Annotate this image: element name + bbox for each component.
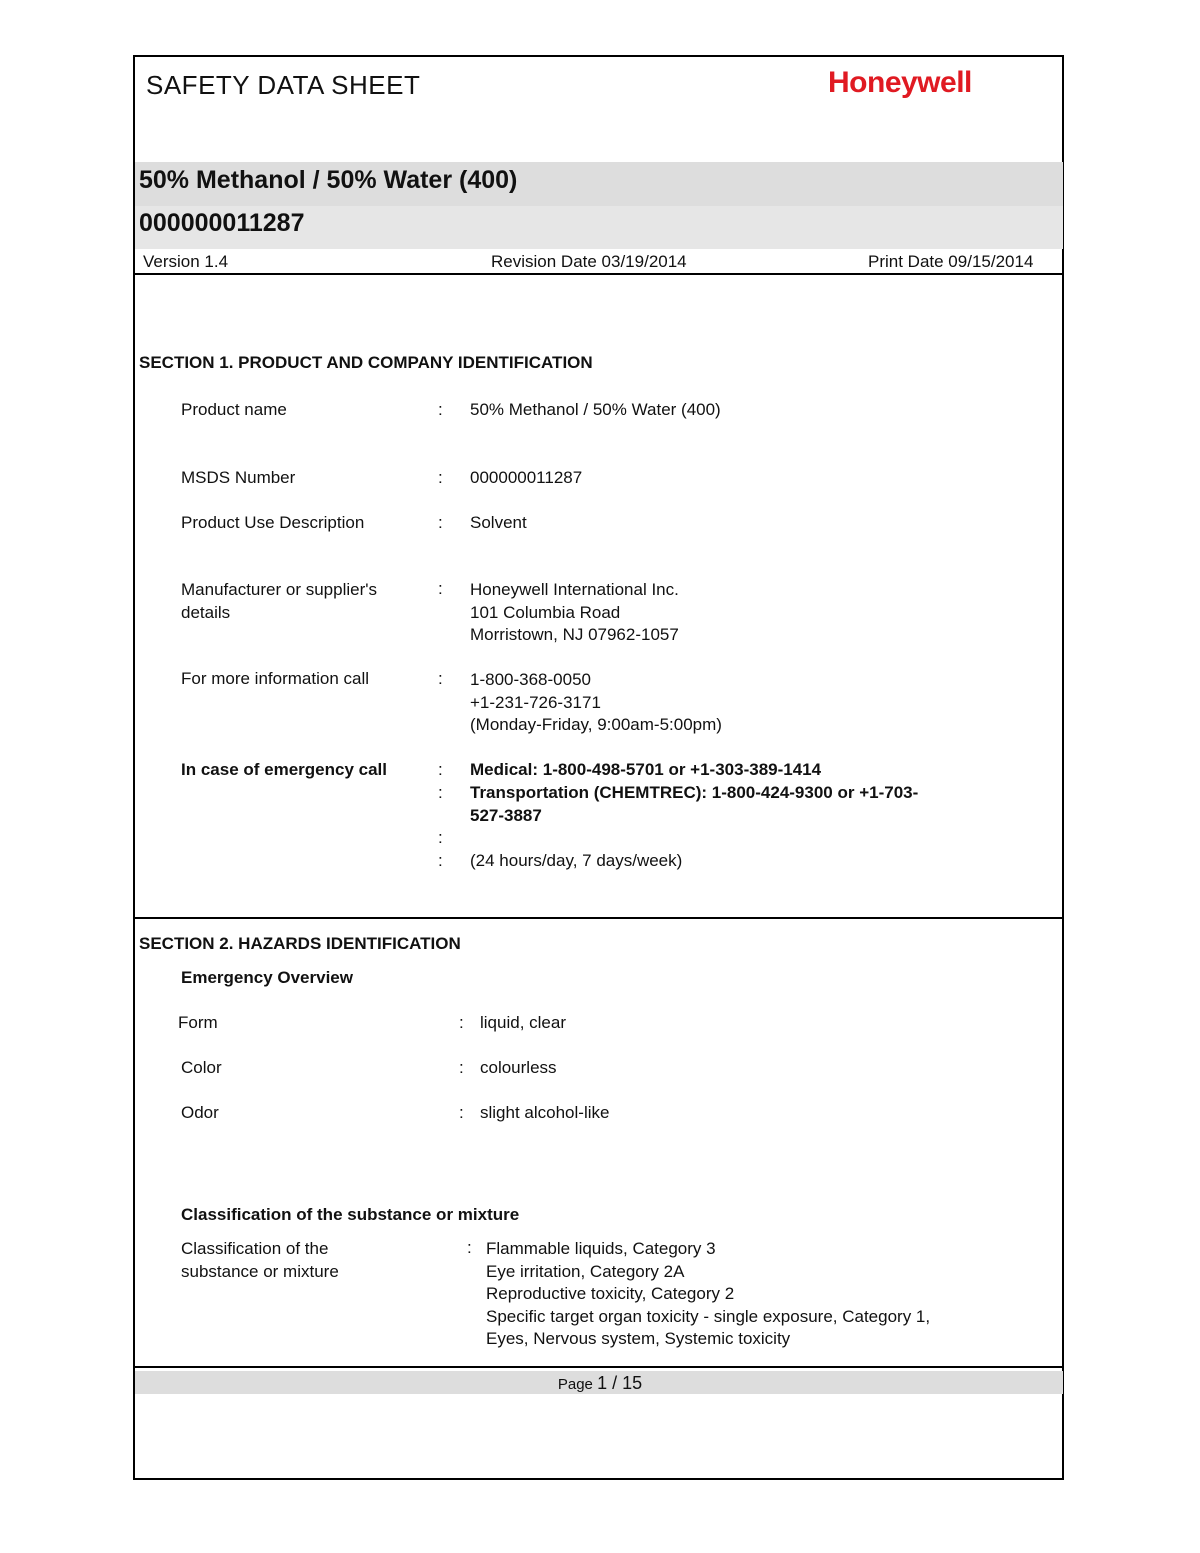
classification-item: Eye irritation, Category 2A xyxy=(486,1261,685,1281)
emergency-transportation xyxy=(470,782,918,827)
msds-number-label: MSDS Number xyxy=(181,468,296,487)
phone-hours: (Monday-Friday, 9:00am-5:00pm) xyxy=(470,715,722,734)
classification-item: Eyes, Nervous system, Systemic toxicity xyxy=(486,1329,791,1348)
product-title: 50% Methanol / 50% Water (400) xyxy=(139,166,518,194)
form-value: liquid, clear xyxy=(480,1013,566,1032)
colon: : xyxy=(438,783,443,802)
colon: : xyxy=(438,669,443,688)
product-name-label: Product name xyxy=(181,400,287,419)
manufacturer-city: Morristown, NJ 07962-1057 xyxy=(470,625,679,644)
odor-value: slight alcohol-like xyxy=(480,1103,610,1122)
classification-label-line: Classification of the xyxy=(181,1239,329,1258)
classification-item: Specific target organ toxicity - single exposure, Category 1, xyxy=(486,1306,931,1326)
footer-divider xyxy=(135,1366,1063,1368)
emergency-hours: (24 hours/day, 7 days/week) xyxy=(470,851,683,870)
more-info-phones xyxy=(470,669,722,737)
print-date: Print Date 09/15/2014 xyxy=(868,252,1034,271)
manufacturer-name: Honeywell International Inc. xyxy=(470,580,679,599)
document-title: SAFETY DATA SHEET xyxy=(146,70,421,100)
colon: : xyxy=(438,513,443,532)
header-divider xyxy=(135,273,1063,275)
classification-label xyxy=(181,1238,339,1283)
emergency-medical: Medical: 1-800-498-5701 or +1-303-389-1414 xyxy=(470,760,822,779)
manufacturer-street: 101 Columbia Road xyxy=(470,602,621,622)
colon: : xyxy=(459,1058,464,1077)
colon: : xyxy=(459,1013,464,1032)
emergency-overview-heading: Emergency Overview xyxy=(181,968,353,987)
product-name-value: 50% Methanol / 50% Water (400) xyxy=(470,400,721,419)
colon: : xyxy=(459,1103,464,1122)
classification-label-line: substance or mixture xyxy=(181,1261,339,1281)
classification-item: Flammable liquids, Category 3 xyxy=(486,1239,716,1258)
classification-heading: Classification of the substance or mixture xyxy=(181,1205,520,1224)
emergency-label: In case of emergency call xyxy=(181,760,387,779)
manufacturer-details xyxy=(470,579,679,647)
phone-number: +1-231-726-3171 xyxy=(470,692,601,712)
color-value: colourless xyxy=(480,1058,557,1077)
product-use-label: Product Use Description xyxy=(181,513,365,532)
product-number: 000000011287 xyxy=(139,209,305,237)
color-label: Color xyxy=(181,1058,222,1077)
colon: : xyxy=(438,851,443,870)
colon: : xyxy=(438,400,443,419)
section-2-heading: SECTION 2. HAZARDS IDENTIFICATION xyxy=(139,934,461,953)
colon: : xyxy=(438,468,443,487)
transportation-line: Transportation (CHEMTREC): 1-800-424-9300 or +1-703- xyxy=(470,783,919,802)
revision-date: Revision Date 03/19/2014 xyxy=(491,252,687,271)
phone-number: 1-800-368-0050 xyxy=(470,670,591,689)
section-1-heading: SECTION 1. PRODUCT AND COMPANY IDENTIFICATION xyxy=(139,353,593,372)
form-label: Form xyxy=(178,1013,218,1032)
more-info-label: For more information call xyxy=(181,669,370,688)
odor-label: Odor xyxy=(181,1103,219,1122)
section-divider xyxy=(135,917,1063,919)
page-number: 1 / 15 xyxy=(597,1373,643,1393)
product-use-value: Solvent xyxy=(470,513,527,532)
msds-number-value: 000000011287 xyxy=(470,468,583,487)
manufacturer-label xyxy=(181,579,377,624)
colon: : xyxy=(467,1238,472,1257)
classification-list xyxy=(486,1238,930,1351)
honeywell-logo: Honeywell xyxy=(828,66,972,99)
page-indicator xyxy=(0,1373,1200,1394)
page-word: Page xyxy=(557,1376,593,1393)
version-text: Version 1.4 xyxy=(143,252,229,271)
transportation-line: 527-3887 xyxy=(470,805,542,825)
manufacturer-label-line: details xyxy=(181,602,231,622)
colon: : xyxy=(438,828,443,847)
manufacturer-label-line: Manufacturer or supplier's xyxy=(181,580,377,599)
classification-item: Reproductive toxicity, Category 2 xyxy=(486,1284,735,1303)
colon: : xyxy=(438,760,443,779)
colon: : xyxy=(438,579,443,598)
